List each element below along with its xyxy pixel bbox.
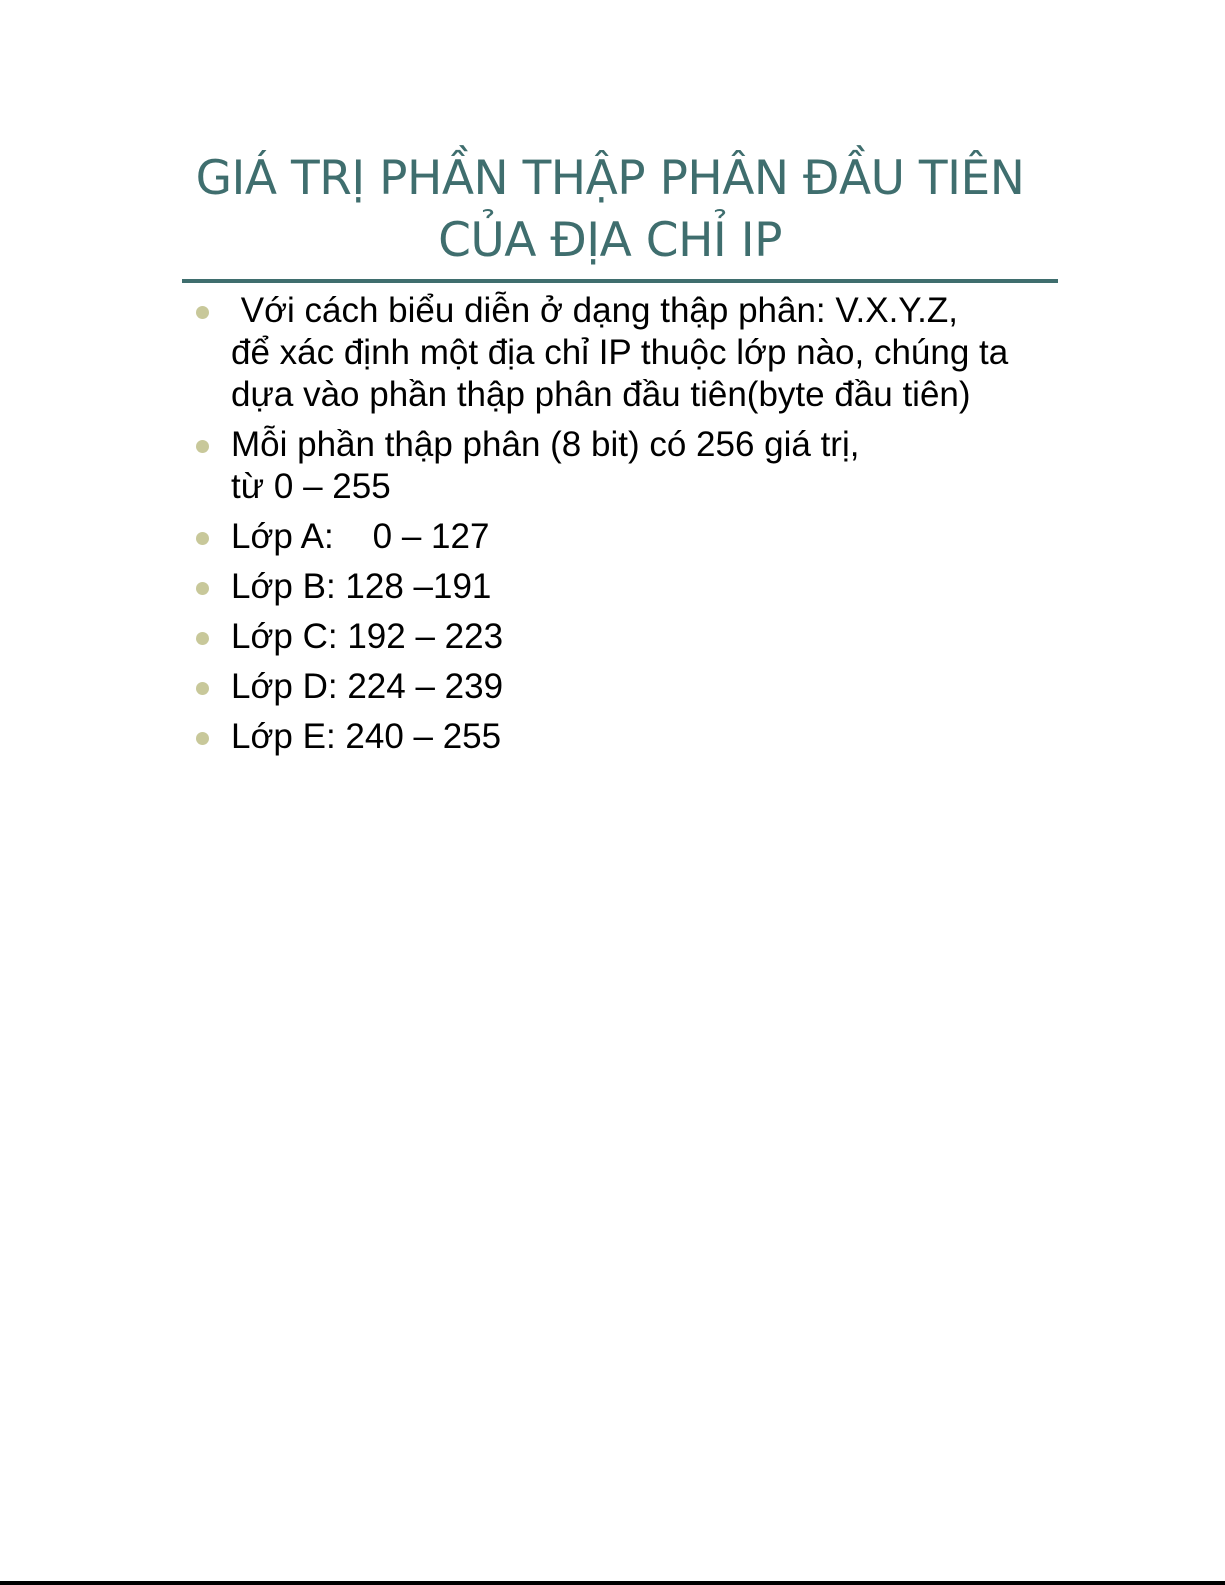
page-bottom-border [0,1581,1225,1585]
bullet-dot-icon [196,682,209,695]
bullet-dot-icon [196,306,209,319]
bullet-dot-icon [196,632,209,645]
bullet-line: dựa vào phần thập phân đầu tiên(byte đầu tiên) [231,375,971,414]
bullet-line: Lớp E: 240 – 255 [231,717,502,756]
bullet-list [0,290,1225,766]
bullet-item-class-a [0,516,1070,558]
bullet-line: Lớp D: 224 – 239 [231,667,504,706]
bullet-line: Với cách biểu diễn ở dạng thập phân: V.X.Y.Z, [231,291,958,330]
bullet-item-class-d [0,666,1070,708]
bullet-dot-icon [196,532,209,545]
slide-title [150,148,1070,272]
bullet-line: để xác định một địa chỉ IP thuộc lớp nào, chúng ta [231,333,1009,372]
bullet-line: Mỗi phần thập phân (8 bit) có 256 giá trị, [231,425,860,464]
bullet-item-values [0,424,1070,508]
bullet-line: từ 0 – 255 [231,467,391,506]
title-divider [182,279,1058,283]
bullet-dot-icon [196,440,209,453]
bullet-item-class-b [0,566,1070,608]
bullet-item-class-c [0,616,1070,658]
bullet-line: Lớp A: 0 – 127 [231,517,490,556]
bullet-dot-icon [196,732,209,745]
bullet-item-intro [0,290,1070,416]
bullet-line: Lớp C: 192 – 223 [231,617,504,656]
slide-title-line-2: CỦA ĐỊA CHỈ IP [438,213,782,268]
slide-title-line-1: GIÁ TRỊ PHẦN THẬP PHÂN ĐẦU TIÊN [195,151,1025,206]
bullet-line: Lớp B: 128 –191 [231,567,492,606]
bullet-dot-icon [196,582,209,595]
bullet-item-class-e [0,716,1070,758]
